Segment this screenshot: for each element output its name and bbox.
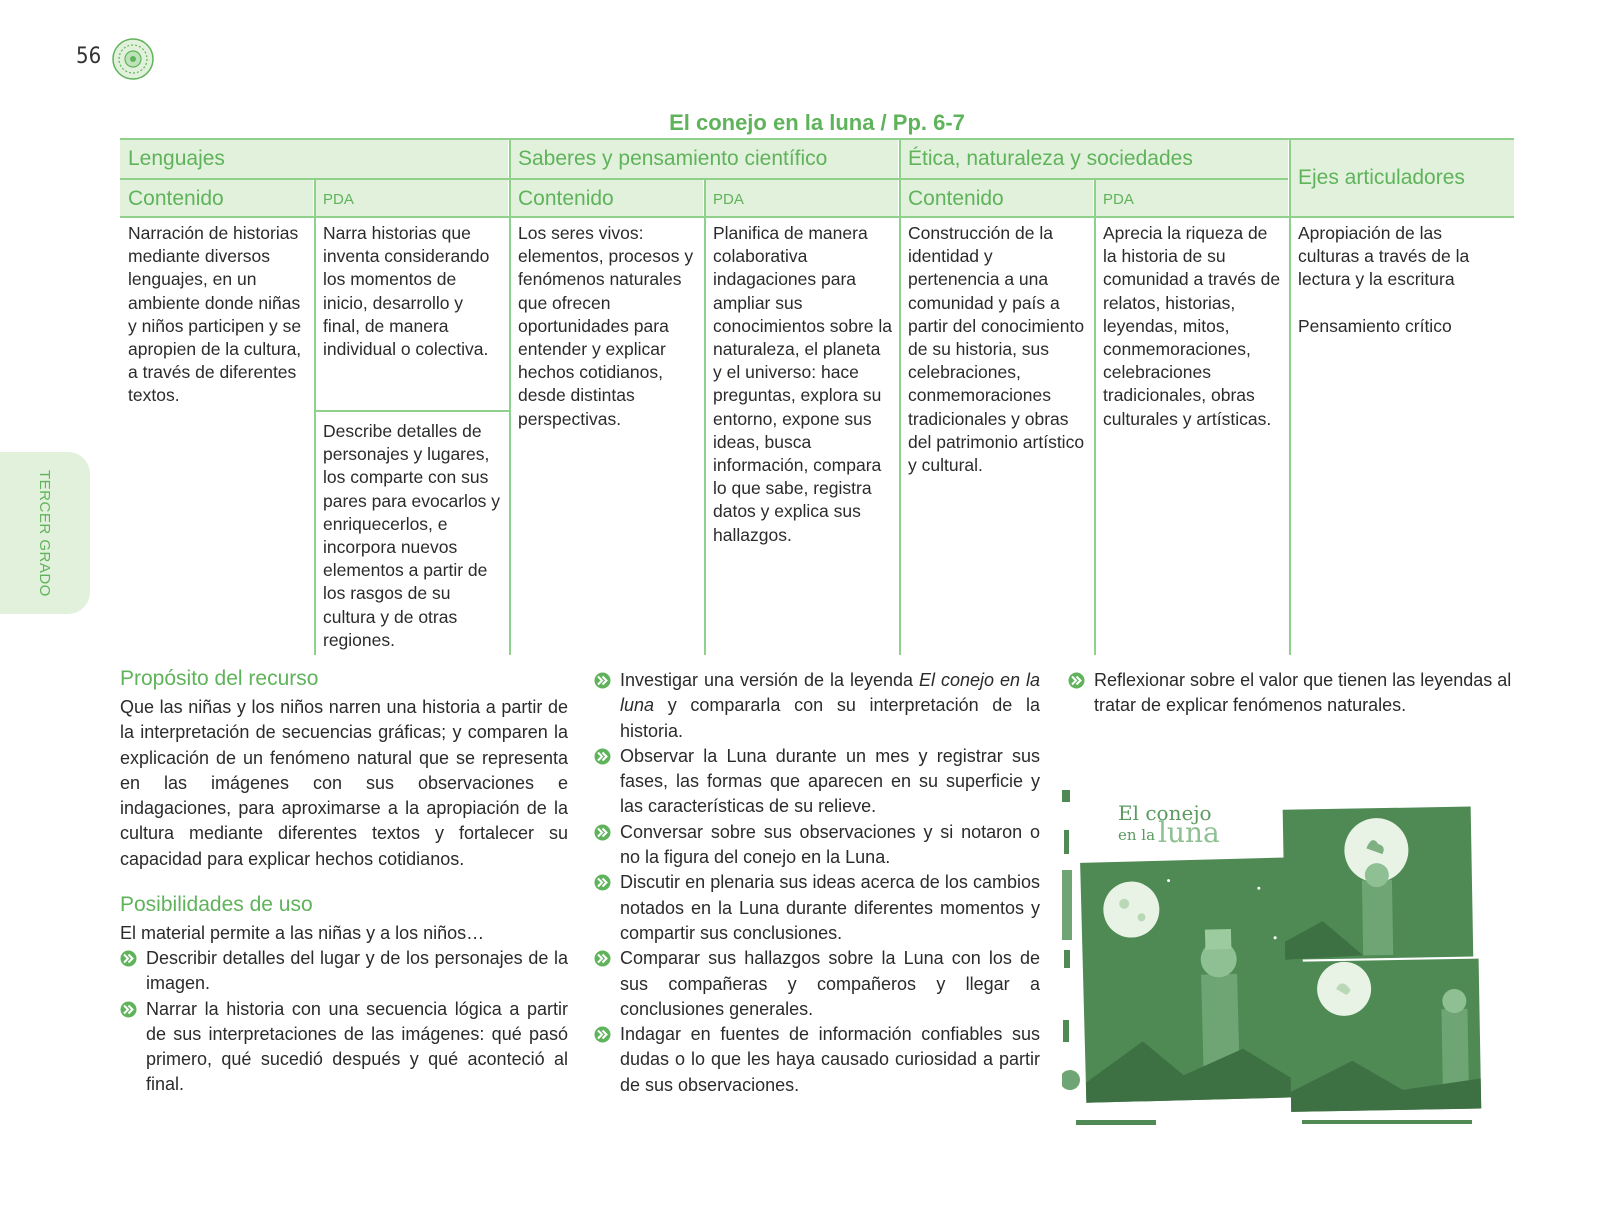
illustration-title-small: en la (1118, 826, 1156, 844)
rosette-ornament-icon (112, 38, 154, 80)
arrow-bullet-icon (120, 950, 137, 967)
header-bottom-rule (120, 216, 1514, 218)
list-item: Investigar una versión de la leyenda El conejo en la luna y compararla con su interpretación de la historia. (594, 668, 1040, 744)
ejes-header: Ejes articuladores (1290, 140, 1514, 216)
pda-row-divider (315, 410, 509, 412)
lenguajes-pda-cell: Describe detalles de personajes y lugares, los comparte con sus pares para evocarlos y enriquecerlos, e incorpora nuevos elementos a partir de los rasgos de su cultura y de otras regiones. (323, 421, 501, 650)
etica-pda-cell: Aprecia la riqueza de la historia de su comunidad a través de relatos, historias, leyendas, mitos, conmemoraciones, celebraciones tradicionales, obras culturales y artísticas. (1103, 223, 1281, 429)
lenguajes-pda-cell: Narra historias que inventa considerando los momentos de inicio, desarrollo y final, de manera individual o colectiva. (323, 223, 490, 360)
arrow-bullet-icon (594, 1026, 611, 1043)
posibilidades-intro: El material permite a las niñas y a los niños… (120, 923, 485, 943)
area-header-lenguajes: Lenguajes (120, 140, 508, 178)
pda-header: PDA (1095, 180, 1288, 216)
conejo-luna-illustration (1062, 790, 1506, 1140)
posibilidades-title: Posibilidades de uso (120, 893, 313, 916)
illustration-title-line1: El conejo (1118, 801, 1212, 825)
etica-contenido-cell: Construcción de la identidad y pertenencia a una comunidad y país a partir del conocimiento de su historia, sus celebraciones, conmemoraciones tradicionales y obras del patrimonio artístico y cultural. (908, 223, 1085, 476)
list-item: Discutir en plenaria sus ideas acerca de los cambios notados en la Luna durante diferentes momentos y compartir sus conclusiones. (594, 870, 1040, 946)
arrow-bullet-icon (1068, 672, 1085, 689)
lenguajes-contenido-cell: Narración de historias mediante diversos lenguajes, en un ambiente donde niñas y niños participen y se apropien de la cultura, a través de diferentes textos. (128, 223, 302, 406)
list-item: Describir detalles del lugar y de los personajes de la imagen. (120, 946, 568, 997)
list-item: Comparar sus hallazgos sobre la Luna con los de sus compañeras y compañeros y llegar a conclusiones generales. (594, 946, 1040, 1022)
contenido-header: Contenido (510, 180, 703, 216)
illustration-title-big: luna (1158, 816, 1220, 849)
page-number: 56 (76, 44, 102, 69)
proposito-title: Propósito del recurso (120, 667, 319, 690)
table-title: El conejo en la luna / Pp. 6-7 (669, 110, 965, 135)
arrow-bullet-icon (594, 950, 611, 967)
area-header-saberes: Saberes y pensamiento científico (510, 140, 898, 178)
reflection-list (1068, 668, 1518, 719)
ejes-cell (1290, 222, 1514, 338)
arrow-bullet-icon (594, 672, 611, 689)
saberes-pda-cell: Planifica de manera colaborativa indagaciones para ampliar sus conocimientos sobre la naturaleza, el planeta y el universo: hace preguntas, explora su entorno, expone sus ideas, busca información, compara lo que sabe, registra datos y explica sus hallazgos. (713, 223, 892, 545)
list-item: Indagar en fuentes de información confiables sus dudas o lo que les haya causado curiosidad a partir de sus observaciones. (594, 1022, 1040, 1098)
list-item: Observar la Luna durante un mes y registrar sus fases, las formas que aparecen en su superficie y las características de su relieve. (594, 744, 1040, 820)
ejes-item: Apropiación de las culturas a través de la lectura y la escritura (1298, 223, 1470, 290)
ejes-item: Pensamiento crítico (1298, 315, 1452, 336)
pda-header: PDA (315, 180, 508, 216)
list-item: Reflexionar sobre el valor que tienen las leyendas al tratar de explicar fenómenos naturales. (1068, 668, 1518, 719)
saberes-contenido-cell: Los seres vivos: elementos, procesos y fenómenos naturales que ofrecen oportunidades para entender y explicar hechos cotidianos, desde distintas perspectivas. (518, 223, 694, 429)
pda-header: PDA (705, 180, 898, 216)
posibilidades-list (120, 946, 568, 1098)
list-item: Narrar la historia con una secuencia lógica a partir de sus interpretaciones de las imágenes: qué pasó primero, qué sucedió después y qué aconteció al final. (120, 997, 568, 1098)
proposito-text: Que las niñas y los niños narren una historia a partir de la interpretación de secuencias gráficas; y comparen la explicación de un fenómeno natural que se representa en las imágenes con sus observaciones e indagaciones, para aproximarse a la apropiación de la cultura mediante diferentes textos y fortalecer su capacidad para explicar hechos cotidianos. (120, 697, 568, 869)
contenido-header: Contenido (900, 180, 1093, 216)
area-header-etica: Ética, naturaleza y sociedades (900, 140, 1288, 178)
arrow-bullet-icon (594, 824, 611, 841)
arrow-bullet-icon (120, 1001, 137, 1018)
column-divider (1289, 140, 1291, 655)
curriculum-table (120, 140, 1514, 655)
legend-title-italic: El conejo en la luna (620, 670, 1040, 716)
grade-side-tab (0, 452, 90, 614)
list-item: Conversar sobre sus observaciones y si notaron o no la figura del conejo en la Luna. (594, 820, 1040, 871)
activities-list (594, 668, 1040, 1098)
arrow-bullet-icon (594, 748, 611, 765)
grade-side-tab-label: TERCER GRADO (36, 469, 53, 597)
arrow-bullet-icon (594, 874, 611, 891)
contenido-header: Contenido (120, 180, 313, 216)
